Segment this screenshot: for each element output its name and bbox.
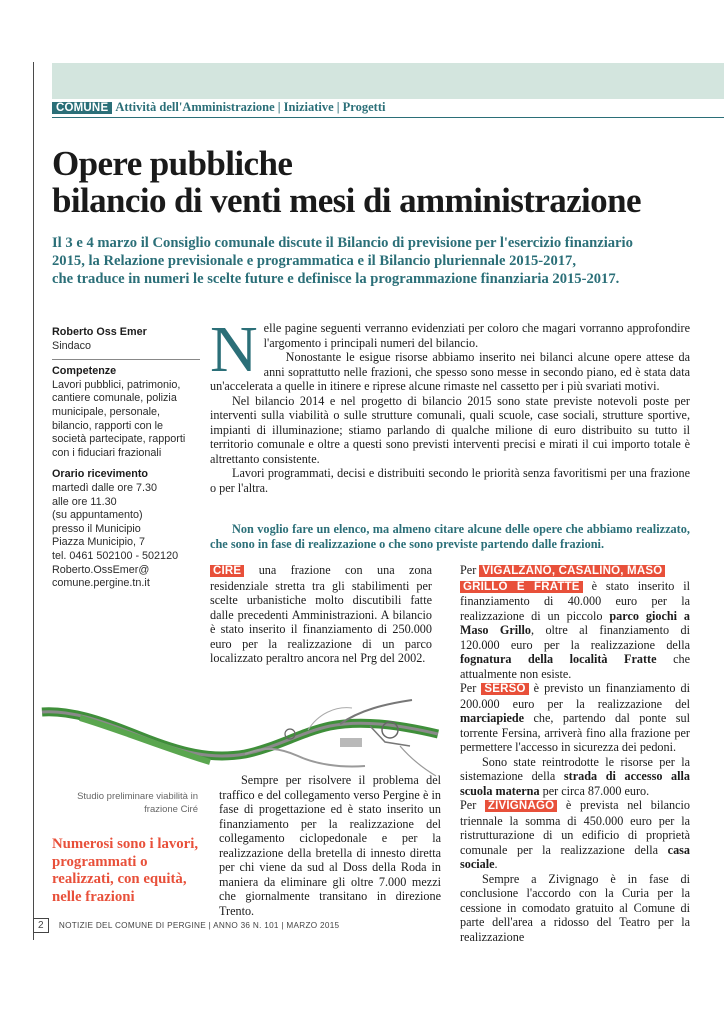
page-vertical-rule (33, 62, 34, 940)
body-paragraph: Nonostante le esigue risorse abbiamo inserito nei bilanci alcune opere attese da anni soprattutto nelle frazioni, che spesso sono messe in secondo piano, ed è stata data un'accelerata a quelle in itinere e riprese alcune rimaste nel cassetto per i più svariati motivi. (210, 350, 690, 393)
orario-line: (su appuntamento) (52, 509, 143, 522)
header-band (52, 63, 724, 99)
middle-column (219, 773, 441, 918)
vigalzano-bold: parco giochi a Maso Grillo (460, 608, 691, 637)
competenze-line: Lavori pubblici, patrimonio, (52, 378, 181, 391)
competenze-line: cantiere comunale, polizia (52, 392, 177, 405)
place-tag-grillo: GRILLO E FRATTE (460, 581, 583, 593)
competenze-title: Competenze (52, 365, 117, 378)
section-divider (52, 117, 724, 118)
orario-line: alle ore 11.30 (52, 495, 117, 508)
article-title (52, 145, 641, 219)
intro-paragraph: elle pagine seguenti verranno evidenziati per coloro che magari vorranno approfondire l'argomento i principali numeri del bilancio. (263, 321, 690, 350)
vigalzano-text: , oltre al finanziamento di 120.000 euro per la realizzazione della (460, 623, 690, 652)
serso-text: che, partendo dal ponte sul torrente Fersina, arriverà fino alla frazione per permettere l'accesso in sicurezza dei pedoni. (460, 711, 690, 754)
lead-line: 2015, la Relazione previsionale e programmatica e il Bilancio pluriennale 2015-2017, (52, 253, 576, 269)
place-tag-zivignago: ZIVIGNAGO (485, 800, 557, 812)
place-tag-vigalzano: VIGALZANO, CASALINO, MASO (479, 565, 665, 577)
vigalzano-text: è stato inserito il finanziamento di 40.000 euro per la realizzazione di un piccolo (460, 578, 690, 623)
zivignago-bold: casa sociale (460, 842, 690, 871)
page-footer (33, 918, 339, 933)
drop-cap: N (210, 313, 258, 386)
pull-quote: Numerosi sono i lavori, programmati o realizzati, con equità, nelle frazioni (52, 836, 199, 905)
zivignago-text: è prevista nel bilancio triennale la somma di 450.000 euro per la ristrutturazione di un edificio di proprietà comunale per la realizzazione della (460, 798, 691, 857)
zivignago-pre: Per (460, 798, 477, 812)
section-text: Attività dell'Amministrazione | Iniziative | Progetti (115, 100, 386, 114)
section-header (52, 100, 385, 115)
serso-pre: Per (460, 681, 477, 695)
risorse-bold: strada di accesso alla scuola materna (460, 769, 691, 798)
middle-paragraph: Sempre per risolvere il problema del traffico e del collegamento verso Pergine è in fase di progettazione ed è stato inserito un finanziamento per la realizzazione del collegamento ciclopedonale e per la realizzazione della bretella di innesto diretta per chi viene da sud al Doss della Roda in maniera da eliminare gli oltre 7.000 mezzi che giornalmente transitano in direzione Trento. (219, 773, 441, 918)
vigalzano-text: che attualmente non esiste. (460, 652, 690, 681)
orario-line: comune.pergine.tn.it (52, 577, 150, 590)
orario-line: Piazza Municipio, 7 (52, 536, 146, 549)
figure-caption: Studio preliminare viabilità in frazione Ciré (77, 791, 198, 815)
competenze-line: bilancio, rapporti con le (52, 419, 164, 432)
author-sidebar (52, 326, 200, 591)
competenze-line: società partecipate, rapporti (52, 433, 186, 446)
serso-bold: marciapiede (460, 711, 525, 725)
orario-line: tel. 0461 502100 - 502120 (52, 549, 179, 562)
road-study-map (40, 686, 440, 780)
lead-line: che traduce in numeri le scelte future e definisce la programmazione finanziaria 2015-2017. (52, 271, 620, 287)
orario-title: Orario ricevimento (52, 468, 149, 481)
zivignago-text: . (494, 857, 498, 871)
article-lead (52, 234, 702, 288)
author-role: Sindaco (52, 339, 92, 352)
place-tag-serso: SERSO (481, 683, 528, 695)
body-paragraph: Lavori programmati, decisi e distribuiti secondo le priorità senza favoritismi per una frazione o per l'altra. (210, 466, 690, 495)
orario-line: Roberto.OssEmer@ (52, 563, 150, 576)
vigalzano-pre: Per (460, 563, 477, 577)
right-column (460, 563, 690, 944)
author-name: Roberto Oss Emer (52, 326, 147, 338)
serso-text: è previsto un finanziamento di 200.000 euro per la realizzazione del (460, 681, 691, 711)
article-body (210, 313, 690, 495)
body-paragraph: Nel bilancio 2014 e nel progetto di bilancio 2015 sono state previste notevoli poste per interventi sulla viabilità o sulle strutture comunali, quali scuole, case sociali, strutture sportive, impianti di illuminazione; stiamo parlando di qualche milione di euro distribuito su tutto il territorio comunale e oltre a questi sono previsti interventi precisi e mirati il cui importo totale è altrettanto consistente. (210, 393, 690, 466)
vigalzano-bold: fognatura della località Fratte (460, 652, 657, 666)
title-line: Opere pubbliche (52, 144, 293, 183)
risorse-text: Sono state reintrodotte le risorse per la sistemazione della (460, 754, 690, 783)
competenze-line: con i fiduciari frazionali (52, 446, 162, 459)
title-line: bilancio di venti mesi di amministrazione (52, 181, 641, 220)
lead-line: Il 3 e 4 marzo il Consiglio comunale discute il Bilancio di previsione per l'esercizio finanziario (52, 235, 633, 251)
cire-column (210, 563, 432, 666)
competenze-line: municipale, personale, (52, 405, 161, 418)
closing-paragraph: Sempre a Zivignago è in fase di conclusione l'accordo con la Curia per la cessione in comodato gratuito al Comune di parte dell'area a ridosso del Teatro per la realizzazione (460, 871, 690, 944)
orario-line: presso il Municipio (52, 522, 141, 535)
section-tag: COMUNE (52, 102, 112, 114)
sidebar-divider (52, 359, 200, 360)
orario-line: martedì dalle ore 7.30 (52, 481, 158, 494)
page-number: 2 (33, 918, 49, 933)
highlight-paragraph: Non voglio fare un elenco, ma almeno citare alcune delle opere che abbiamo realizzato, che sono in fase di realizzazione o che sono previste partendo dalle frazioni. (210, 522, 690, 551)
footer-text: NOTIZIE DEL COMUNE DI PERGINE | ANNO 36 N. 101 | MARZO 2015 (58, 921, 340, 930)
cire-text: una frazione con una zona residenziale stretta tra gli stabilimenti per scelte urbanistiche molto discutibili fatte dalle precedenti Amministrazioni. A bilancio è stato inserito il finanziamento di 250.000 euro per la realizzazione di un parco localizzato peraltro ancora nel Prg del 2002. (210, 563, 433, 665)
place-tag-cire: CIRÉ (210, 565, 244, 577)
risorse-text: per circa 87.000 euro. (542, 783, 650, 798)
